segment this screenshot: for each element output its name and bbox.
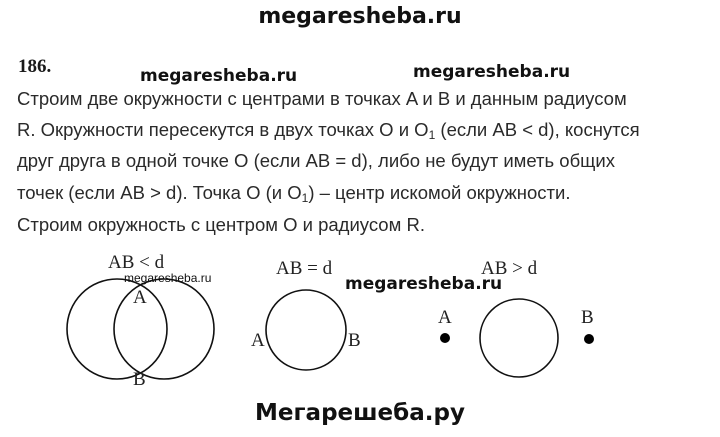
watermark-inline-2: megaresheba.ru <box>413 62 571 82</box>
watermark-inline-1: megaresheba.ru <box>140 66 298 86</box>
text-line-4-b: ) – центр искомой окружности. <box>308 182 571 203</box>
text-line-2-a: R. Окружности пересекутся в двух точках O и O <box>17 119 429 140</box>
case2-title: AB = d <box>276 258 333 279</box>
case3-point-a-label: A <box>438 307 452 328</box>
watermark-inline-3: megaresheba.ru <box>345 274 503 294</box>
case1-point-b-label: B <box>133 369 146 390</box>
watermark-small: megaresheba.ru <box>124 271 212 285</box>
text-line-3: друг друга в одной точке O (если AB = d), либо не будут иметь общих <box>17 150 615 171</box>
case2-point-b-label: B <box>348 330 361 351</box>
case3-point-b <box>584 334 594 344</box>
case1-circle-left <box>67 279 167 379</box>
case2-circle <box>266 290 346 370</box>
text-line-2-b: (если AB < d), коснутся <box>435 119 640 140</box>
watermark-top: megaresheba.ru <box>258 4 462 29</box>
case1-point-a-label: A <box>133 287 147 308</box>
case3-circle <box>480 299 558 377</box>
text-line-4-a: точек (если AB > d). Точка O (и O <box>17 182 302 203</box>
case3-point-b-label: B <box>581 307 594 328</box>
case1-circle-right <box>114 279 214 379</box>
case1-title: AB < d <box>108 252 165 273</box>
text-line-5: Строим окружность с центром O и радиусом R. <box>17 214 425 235</box>
subscript-1: 1 <box>428 128 436 142</box>
problem-number: 186. <box>18 56 52 77</box>
case3-title: AB > d <box>481 258 538 279</box>
watermark-bottom: Мегарешеба.ру <box>255 400 465 426</box>
text-line-1: Строим две окружности с центрами в точках A и B и данным радиусом <box>17 88 627 109</box>
case2-point-a-label: A <box>251 330 265 351</box>
subscript-2: 1 <box>301 191 309 205</box>
case3-point-a <box>440 333 450 343</box>
